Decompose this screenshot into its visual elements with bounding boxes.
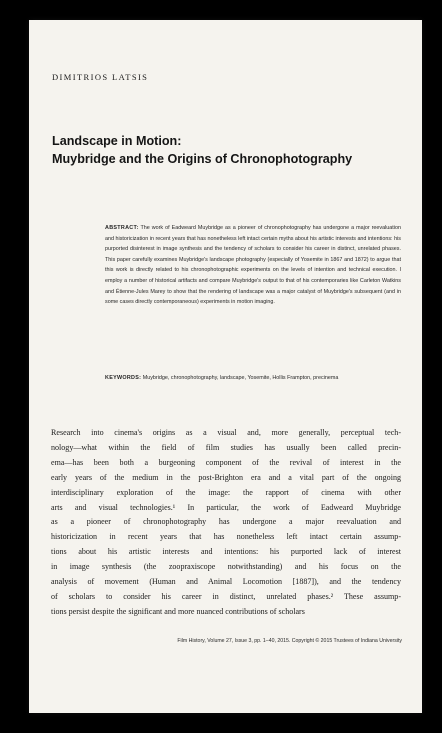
body-text	[51, 426, 401, 620]
title-line-1: Landscape in Motion:	[52, 134, 182, 148]
article-title	[52, 132, 402, 168]
body-line: ema—has been both a burgeoning component of the revival of interest in the	[51, 457, 401, 467]
body-line: nology—what within the field of film studies has usually been called precin-	[51, 442, 401, 452]
body-line: early years of the medium in the post-Brighton era and a vital part of the ongoing	[51, 472, 401, 482]
body-line: as a pioneer of chronophotography has undergone a major reevaluation and	[51, 517, 401, 527]
abstract	[105, 223, 401, 308]
citation-footer: Film History, Volume 27, Issue 3, pp. 1–40, 2015. Copyright © 2015 Trustees of Indiana University	[177, 638, 402, 644]
title-line-2: Muybridge and the Origins of Chronophotography	[52, 152, 353, 166]
keywords-text: Muybridge, chronophotography, landscape, Yosemite, Hollis Frampton, precinema	[142, 375, 339, 381]
body-line: historicization in recent years that has nonetheless left intact certain assump-	[51, 532, 401, 542]
journal-page	[29, 20, 422, 713]
author-name: DIMITRIOS LATSIS	[52, 72, 149, 82]
body-line: Research into cinema's origins as a visual and, more generally, perceptual tech-	[51, 428, 401, 437]
body-line: in image synthesis (the zoopraxiscope notwithstanding) and his focus on the	[51, 562, 401, 572]
abstract-text: The work of Eadweard Muybridge as a pioneer of chronophotography has undergone a major reevaluation and historicization in recent years that has nonetheless left intact certain myths about his artistic interests and intentions: his purported disinterest in image synthesis and the tendency of scholars to consider his career in distinct, unrelated phases. This paper carefully examines Muybridge's landscape photography (especially of Yosemite in 1867 and 1872) to argue that this work is directly related to his chronophotographic experiments on the levels of intention and technical execution. I employ a number of historical artifacts and compare Muybridge's output to that of his contemporaries like Carleton Watkins and Étienne-Jules Marey to show that the rendering of landscape was a major catalyst of Muybridge's subsequent (and in some cases directly contemporaneous) experiments in motion imaging.	[105, 225, 401, 306]
body-line: of scholars to consider his career in distinct, unrelated phases.² These assump-	[51, 591, 401, 601]
body-line: interdisciplinary exploration of the image: the rapport of cinema with other	[51, 487, 401, 497]
keywords	[105, 373, 401, 384]
keywords-label: KEYWORDS:	[105, 375, 142, 381]
body-line: analysis of movement (Human and Animal Locomotion [1887]), and the tendency	[51, 577, 401, 587]
abstract-label: ABSTRACT:	[105, 225, 139, 231]
body-line: tions about his artistic interests and intentions: his purported lack of interest	[51, 547, 401, 557]
body-line: arts and visual technologies.¹ In particular, the work of Eadweard Muybridge	[51, 502, 401, 512]
body-line: tions persist despite the significant and more nuanced contributions of scholars	[51, 606, 305, 616]
